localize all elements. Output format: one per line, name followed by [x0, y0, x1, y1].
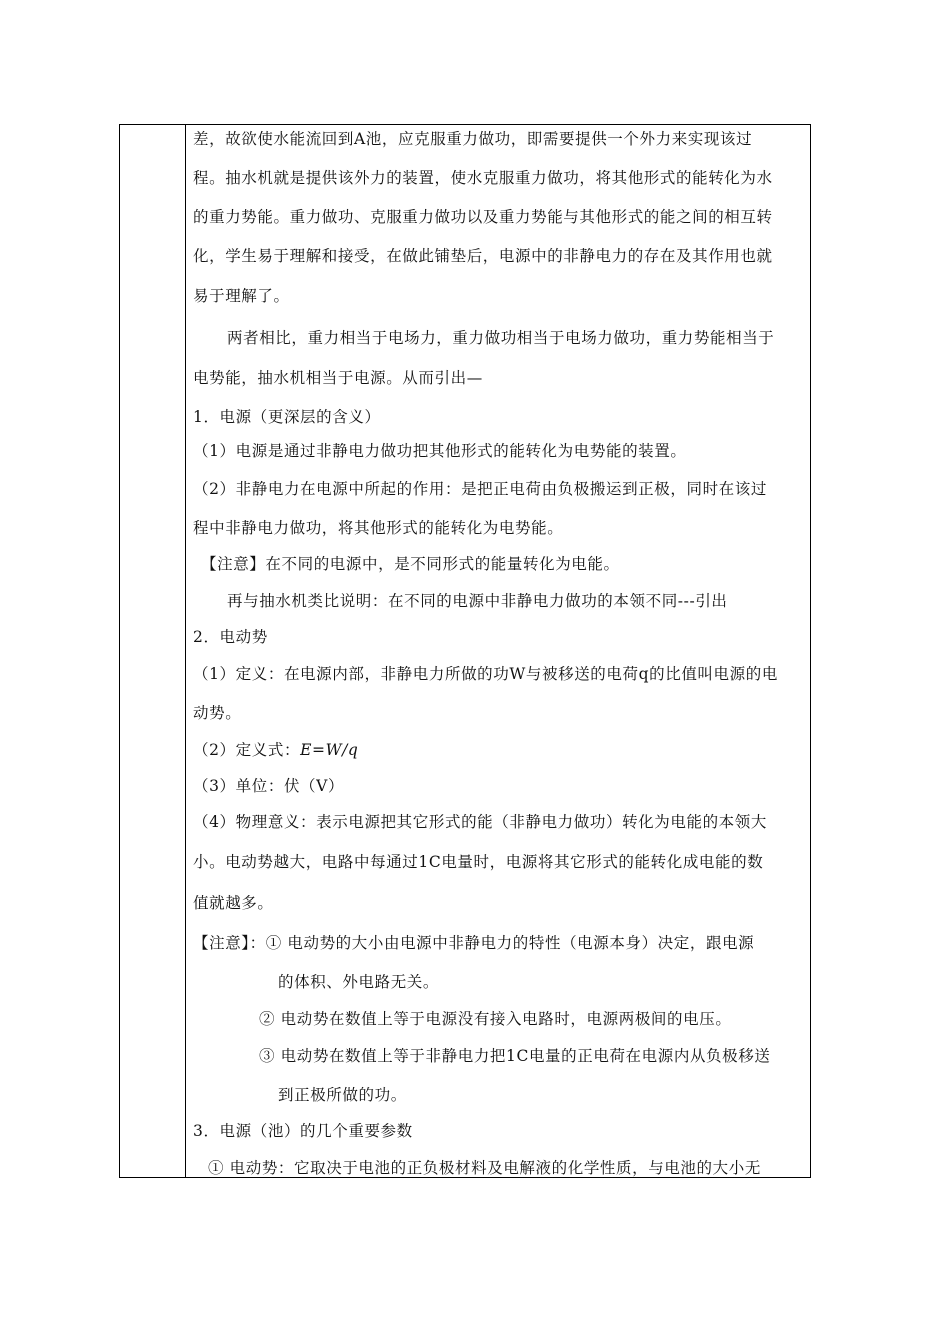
text-line: （1）定义：在电源内部，非静电力所做的功W与被移送的电荷q的比值叫电源的电: [193, 665, 778, 683]
text-line: ② 电动势在数值上等于电源没有接入电路时，电源两极间的电压。: [259, 1010, 732, 1028]
note-line: 【注意】在不同的电源中，是不同形式的能量转化为电能。: [201, 555, 620, 573]
text-line: [193, 740, 358, 760]
formula-label: （2）定义式：: [193, 741, 301, 759]
section-heading: 3．电源（池）的几个重要参数: [193, 1122, 413, 1140]
text-line: 动势。: [193, 704, 242, 722]
text-line: ③ 电动势在数值上等于非静电力把1C电量的正电荷在电源内从负极移送: [259, 1047, 771, 1065]
note-line: 【注意】：① 电动势的大小由电源中非静电力的特性（电源本身）决定，跟电源: [193, 934, 755, 952]
text-line: 的重力势能。重力做功、克服重力做功以及重力势能与其他形式的能之间的相互转: [193, 208, 773, 226]
text-line: 小。电动势越大，电路中每通过1C电量时，电源将其它形式的能转化成电能的数: [193, 853, 764, 871]
section-heading: 2．电动势: [193, 628, 268, 646]
section-heading: 1．电源（更深层的含义）: [193, 408, 381, 426]
text-line: （3）单位：伏（V）: [193, 777, 345, 795]
text-line: 电势能，抽水机相当于电源。从而引出—: [193, 369, 483, 387]
text-line: （4）物理意义：表示电源把其它形式的能（非静电力做功）转化为电能的本领大: [193, 813, 767, 831]
text-line: （2）非静电力在电源中所起的作用：是把正电荷由负极搬运到正极，同时在该过: [193, 480, 767, 498]
text-line: 到正极所做的功。: [278, 1086, 407, 1104]
text-line: 再与抽水机类比说明：在不同的电源中非静电力做功的本领不同---引出: [227, 592, 728, 610]
text-line: （1）电源是通过非静电力做功把其他形式的能转化为电势能的装置。: [193, 442, 687, 460]
content-table: [119, 124, 811, 1178]
formula: E=W/q: [300, 741, 359, 759]
text-line: ① 电动势：它取决于电池的正负极材料及电解液的化学性质，与电池的大小无: [208, 1159, 761, 1177]
text-line: 值就越多。: [193, 894, 274, 912]
text-line: 差，故欲使水能流回到A池，应克服重力做功，即需要提供一个外力来实现该过: [193, 130, 753, 148]
text-line: 化，学生易于理解和接受，在做此铺垫后，电源中的非静电力的存在及其作用也就: [193, 247, 773, 265]
text-line: 两者相比，重力相当于电场力，重力做功相当于电场力做功，重力势能相当于: [227, 329, 775, 347]
column-divider: [185, 125, 186, 1177]
text-line: 程中非静电力做功，将其他形式的能转化为电势能。: [193, 519, 564, 537]
text-line: 的体积、外电路无关。: [278, 973, 440, 991]
text-line: 易于理解了。: [193, 287, 290, 305]
text-line: 程。抽水机就是提供该外力的装置，使水克服重力做功，将其他形式的能转化为水: [193, 169, 773, 187]
